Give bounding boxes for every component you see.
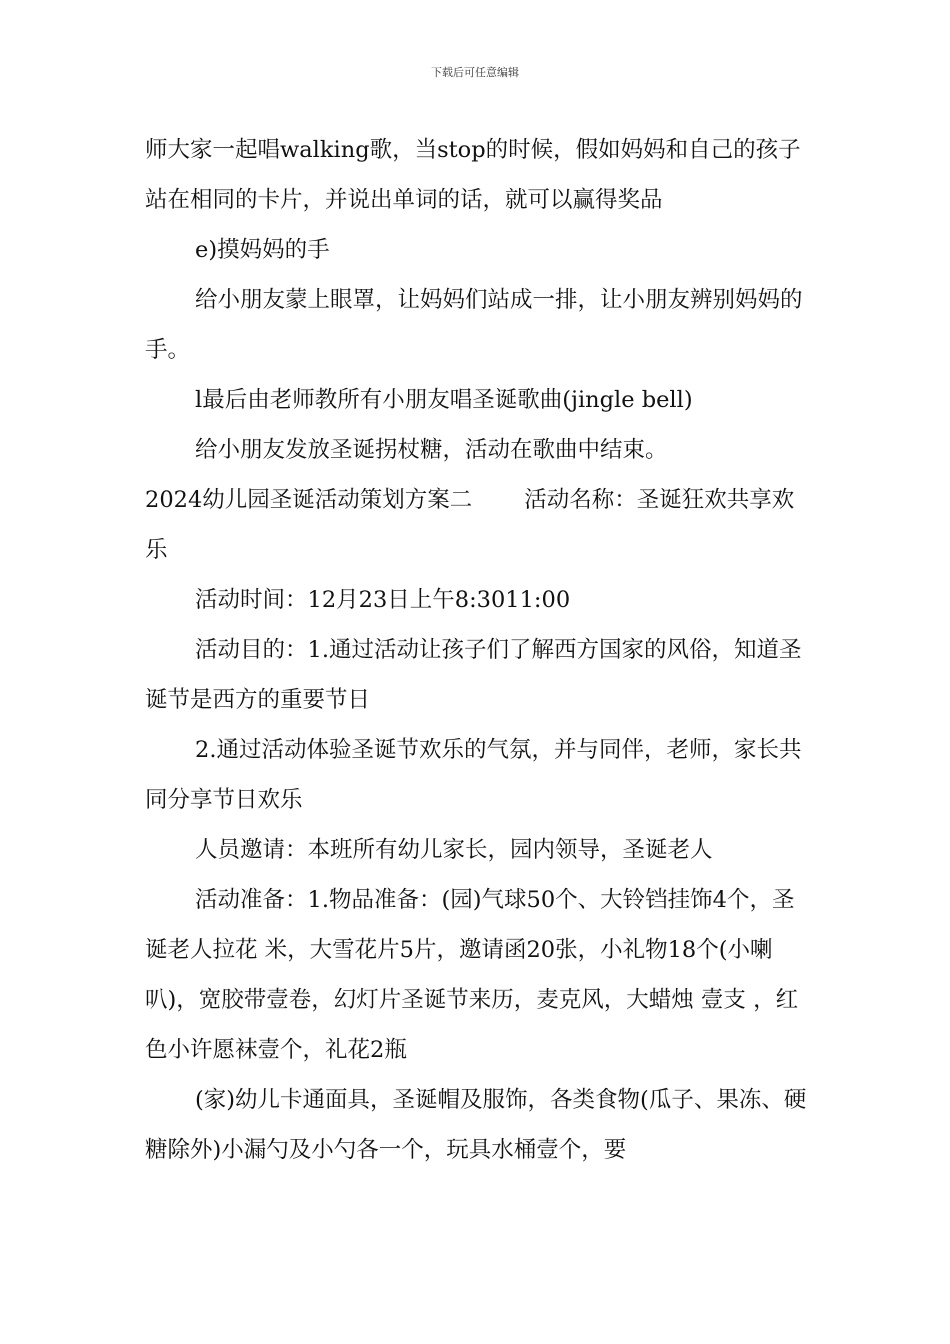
paragraph-1: 师大家一起唱walking歌，当stop的时候，假如妈妈和自己的孩子站在相同的卡片，并说出单词的话，就可以赢得奖品 <box>145 137 801 213</box>
page-header-note: 下载后可任意编辑 <box>431 66 519 79</box>
paragraph-4: l最后由老师教所有小朋友唱圣诞歌曲(jingle bell) <box>195 387 693 413</box>
paragraph-9: 2.通过活动体验圣诞节欢乐的气氛，并与同伴，老师，家长共同分享节日欢乐 <box>145 737 802 813</box>
activity-name: 活动名称：圣诞狂欢共享欢乐 <box>145 487 795 563</box>
paragraph-8: 活动目的：1.通过活动让孩子们了解西方国家的风俗，知道圣诞节是西方的重要节日 <box>145 637 802 713</box>
paragraph-2: e)摸妈妈的手 <box>195 237 330 263</box>
paragraph-6 <box>145 475 810 575</box>
document-body <box>145 125 810 1175</box>
paragraph-10: 人员邀请：本班所有幼儿家长，园内领导，圣诞老人 <box>195 837 713 863</box>
paragraph-12: (家)幼儿卡通面具，圣诞帽及服饰，各类食物(瓜子、果冻、硬糖除外)小漏勺及小勺各一个，玩具水桶壹个，要 <box>145 1087 807 1163</box>
paragraph-11: 活动准备：1.物品准备：(园)气球50个、大铃铛挂饰4个，圣诞老人拉花 米，大雪花片5片，邀请函20张，小礼物18个(小喇叭)，宽胶带壹卷，幻灯片圣诞节来历，麦克风，大蜡烛 壹支 ，红色小许愿袜壹个，礼花2瓶 <box>145 887 799 1063</box>
section-title: 2024幼儿园圣诞活动策划方案二 <box>145 487 473 513</box>
paragraph-3: 给小朋友蒙上眼罩，让妈妈们站成一排，让小朋友辨别妈妈的手。 <box>145 287 803 363</box>
paragraph-5: 给小朋友发放圣诞拐杖糖，活动在歌曲中结束。 <box>195 437 668 463</box>
paragraph-7: 活动时间：12月23日上午8:3011:00 <box>195 587 571 613</box>
